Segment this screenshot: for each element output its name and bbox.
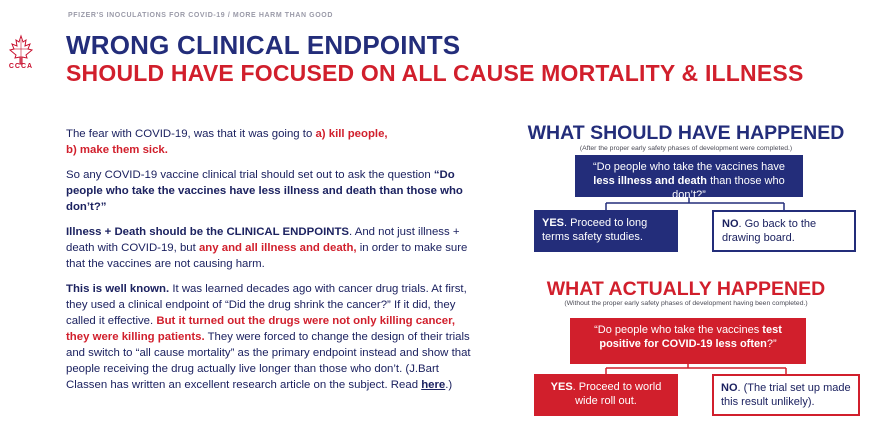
p4-text: It was learned decades ago with cancer drug trials. At first, they used a clinical endpoint of “Did the drug shrink the cancer?” If it did, they called it effective. [66,283,467,327]
actually-question-bold: test positive for COVID-19 less often [599,324,782,350]
p3-highlight: any and all illness and death, [198,242,357,254]
page-title: WRONG CLINICAL ENDPOINTS [66,30,461,60]
actually-yes-box [534,374,678,416]
p2-question: “Do people who take the vaccines have less illness and death than those who don’t?” [66,169,463,213]
actually-title: WHAT ACTUALLY HAPPENED [546,278,826,300]
p2-text: So any COVID-19 vaccine clinical trial should set out to ask the question [66,169,434,181]
should-no-label: NO [722,218,739,230]
here-link[interactable]: here [421,379,446,391]
should-note: (After the proper early safety phases of development were completed.) [579,145,793,152]
p4-highlight: But it turned out the drugs were not only killing cancer, they were killing patients. [66,315,456,343]
should-yes-label: YES [542,217,565,229]
should-question-text: “Do people who take the vaccines have [592,161,785,173]
actually-yes-text: . Proceed to world wide roll out. [572,381,662,407]
should-question-bold: less illness and death [593,175,708,187]
p3-bold: Illness + Death should be the CLINICAL ENDPOINTS [66,226,350,238]
p4-lead: This is well known. [66,283,170,295]
actually-question-box [570,318,806,364]
actually-no-text: . (The trial set up made this result unlikely). [721,382,851,408]
should-title: WHAT SHOULD HAVE HAPPENED [527,122,845,144]
logo-text: CCCA [8,63,34,70]
p1-text: The fear with COVID-19, was that it was going to [66,128,316,140]
page-subtitle: SHOULD HAVE FOCUSED ON ALL CAUSE MORTALITY & ILLNESS [66,60,804,86]
eyebrow: PFIZER'S INOCULATIONS FOR COVID-19 / MORE HARM THAN GOOD [68,12,333,19]
should-yes-box [534,210,678,252]
p3-text-end: in order to make sure that the vaccines are not causing harm. [66,242,468,270]
paragraph-3 [66,224,474,272]
p4-text-end: .) [445,379,453,391]
actually-no-label: NO [721,382,738,394]
actually-question-end: ?” [766,338,777,350]
p1-highlight-a: a) kill people, [315,128,388,140]
should-no-text: . Go back to the drawing board. [722,218,817,244]
p3-text: . And not just illness + death with COVID-19, but [66,226,460,254]
p1-highlight-b: b) make them sick. [66,144,168,156]
should-yes-text: . Proceed to long terms safety studies. [542,217,648,243]
paragraph-4 [66,281,474,393]
should-no-box [712,210,856,252]
actually-question-text: “Do people who take the vaccines [594,324,763,336]
actually-yes-label: YES [550,381,573,393]
actually-note: (Without the proper early safety phases of development having been completed.) [564,300,808,307]
paragraph-2 [66,167,474,215]
should-question-end: than those who don’t?” [672,175,785,201]
should-question-box [575,155,803,201]
p4-text-2: They were forced to change the design of their trials and switch to “all cause mortality” as the primary endpoint instead and show that people receiving the drug actually live longer than those who don’t. (J.Bart Classen has written an excellent research article on the subject. Read [66,331,471,391]
body-text [66,126,474,402]
actually-no-box [712,374,860,416]
paragraph-1 [66,126,474,158]
